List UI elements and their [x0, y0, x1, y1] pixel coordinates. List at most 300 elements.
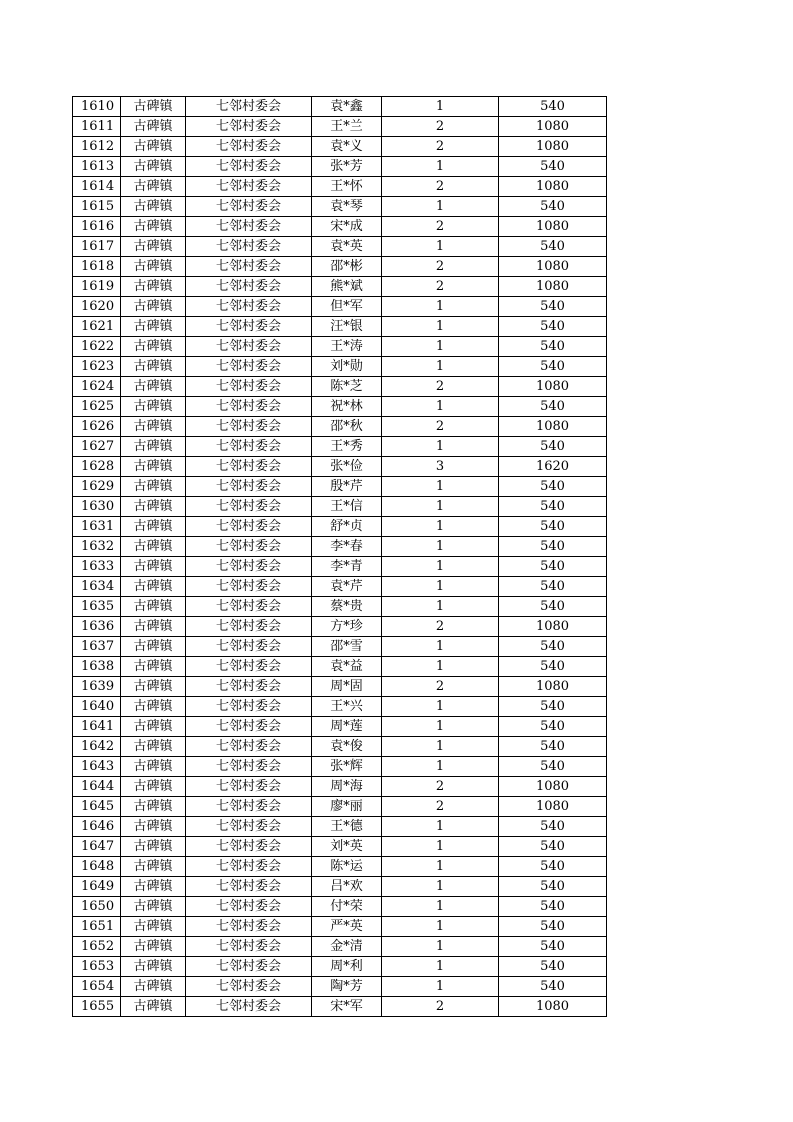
row-number-cell: 1645: [73, 797, 121, 817]
village-committee-cell: 七邻村委会: [186, 437, 312, 457]
town-cell: 古碑镇: [121, 177, 186, 197]
name-cell: 殷*芹: [312, 477, 382, 497]
table-row: [73, 897, 607, 917]
row-number-cell: 1632: [73, 537, 121, 557]
name-cell: 周*固: [312, 677, 382, 697]
amount-cell: 540: [499, 477, 607, 497]
village-committee-cell: 七邻村委会: [186, 637, 312, 657]
table-row: [73, 277, 607, 297]
town-cell: 古碑镇: [121, 817, 186, 837]
name-cell: 张*辉: [312, 757, 382, 777]
village-committee-cell: 七邻村委会: [186, 617, 312, 637]
name-cell: 袁*琴: [312, 197, 382, 217]
table-row: [73, 437, 607, 457]
table-row: [73, 557, 607, 577]
row-number-cell: 1623: [73, 357, 121, 377]
row-number-cell: 1626: [73, 417, 121, 437]
row-number-cell: 1619: [73, 277, 121, 297]
name-cell: 袁*鑫: [312, 97, 382, 117]
amount-cell: 1080: [499, 177, 607, 197]
town-cell: 古碑镇: [121, 997, 186, 1017]
village-committee-cell: 七邻村委会: [186, 717, 312, 737]
amount-cell: 1080: [499, 137, 607, 157]
town-cell: 古碑镇: [121, 597, 186, 617]
count-cell: 1: [382, 877, 499, 897]
town-cell: 古碑镇: [121, 557, 186, 577]
name-cell: 王*涛: [312, 337, 382, 357]
table-row: [73, 537, 607, 557]
village-committee-cell: 七邻村委会: [186, 937, 312, 957]
village-committee-cell: 七邻村委会: [186, 117, 312, 137]
name-cell: 袁*俊: [312, 737, 382, 757]
amount-cell: 540: [499, 557, 607, 577]
village-committee-cell: 七邻村委会: [186, 417, 312, 437]
town-cell: 古碑镇: [121, 657, 186, 677]
row-number-cell: 1630: [73, 497, 121, 517]
name-cell: 吕*欢: [312, 877, 382, 897]
town-cell: 古碑镇: [121, 277, 186, 297]
village-committee-cell: 七邻村委会: [186, 877, 312, 897]
row-number-cell: 1651: [73, 917, 121, 937]
row-number-cell: 1629: [73, 477, 121, 497]
row-number-cell: 1639: [73, 677, 121, 697]
amount-cell: 540: [499, 757, 607, 777]
table-row: [73, 297, 607, 317]
row-number-cell: 1610: [73, 97, 121, 117]
village-committee-cell: 七邻村委会: [186, 357, 312, 377]
name-cell: 刘*勋: [312, 357, 382, 377]
village-committee-cell: 七邻村委会: [186, 157, 312, 177]
name-cell: 严*英: [312, 917, 382, 937]
count-cell: 2: [382, 997, 499, 1017]
name-cell: 李*青: [312, 557, 382, 577]
row-number-cell: 1653: [73, 957, 121, 977]
name-cell: 宋*成: [312, 217, 382, 237]
amount-cell: 540: [499, 697, 607, 717]
count-cell: 2: [382, 797, 499, 817]
table-row: [73, 577, 607, 597]
name-cell: 王*怀: [312, 177, 382, 197]
village-committee-cell: 七邻村委会: [186, 377, 312, 397]
count-cell: 1: [382, 957, 499, 977]
town-cell: 古碑镇: [121, 517, 186, 537]
town-cell: 古碑镇: [121, 377, 186, 397]
amount-cell: 1080: [499, 257, 607, 277]
row-number-cell: 1621: [73, 317, 121, 337]
table-row: [73, 237, 607, 257]
town-cell: 古碑镇: [121, 197, 186, 217]
town-cell: 古碑镇: [121, 677, 186, 697]
amount-cell: 540: [499, 577, 607, 597]
count-cell: 2: [382, 257, 499, 277]
table-row: [73, 817, 607, 837]
town-cell: 古碑镇: [121, 397, 186, 417]
count-cell: 1: [382, 857, 499, 877]
village-committee-cell: 七邻村委会: [186, 777, 312, 797]
count-cell: 1: [382, 517, 499, 537]
town-cell: 古碑镇: [121, 537, 186, 557]
name-cell: 邵*彬: [312, 257, 382, 277]
count-cell: 1: [382, 97, 499, 117]
count-cell: 1: [382, 717, 499, 737]
village-committee-cell: 七邻村委会: [186, 557, 312, 577]
table-row: [73, 517, 607, 537]
town-cell: 古碑镇: [121, 777, 186, 797]
town-cell: 古碑镇: [121, 737, 186, 757]
town-cell: 古碑镇: [121, 317, 186, 337]
amount-cell: 540: [499, 197, 607, 217]
name-cell: 袁*益: [312, 657, 382, 677]
table-body: [73, 97, 607, 1017]
name-cell: 邵*秋: [312, 417, 382, 437]
village-committee-cell: 七邻村委会: [186, 857, 312, 877]
town-cell: 古碑镇: [121, 237, 186, 257]
village-committee-cell: 七邻村委会: [186, 757, 312, 777]
village-committee-cell: 七邻村委会: [186, 277, 312, 297]
data-table: [72, 96, 607, 1017]
table-row: [73, 797, 607, 817]
amount-cell: 1080: [499, 797, 607, 817]
count-cell: 1: [382, 337, 499, 357]
village-committee-cell: 七邻村委会: [186, 977, 312, 997]
table-row: [73, 777, 607, 797]
name-cell: 舒*贞: [312, 517, 382, 537]
row-number-cell: 1616: [73, 217, 121, 237]
count-cell: 1: [382, 637, 499, 657]
table-row: [73, 317, 607, 337]
town-cell: 古碑镇: [121, 837, 186, 857]
amount-cell: 1080: [499, 617, 607, 637]
amount-cell: 540: [499, 637, 607, 657]
amount-cell: 540: [499, 157, 607, 177]
table-row: [73, 857, 607, 877]
name-cell: 李*春: [312, 537, 382, 557]
name-cell: 廖*丽: [312, 797, 382, 817]
amount-cell: 540: [499, 897, 607, 917]
table-row: [73, 937, 607, 957]
town-cell: 古碑镇: [121, 957, 186, 977]
village-committee-cell: 七邻村委会: [186, 597, 312, 617]
amount-cell: 540: [499, 97, 607, 117]
count-cell: 2: [382, 377, 499, 397]
count-cell: 1: [382, 157, 499, 177]
village-committee-cell: 七邻村委会: [186, 577, 312, 597]
row-number-cell: 1638: [73, 657, 121, 677]
village-committee-cell: 七邻村委会: [186, 457, 312, 477]
amount-cell: 540: [499, 357, 607, 377]
row-number-cell: 1612: [73, 137, 121, 157]
town-cell: 古碑镇: [121, 697, 186, 717]
table-row: [73, 157, 607, 177]
row-number-cell: 1615: [73, 197, 121, 217]
table-row: [73, 837, 607, 857]
count-cell: 1: [382, 197, 499, 217]
town-cell: 古碑镇: [121, 137, 186, 157]
count-cell: 1: [382, 297, 499, 317]
amount-cell: 540: [499, 837, 607, 857]
name-cell: 邵*雪: [312, 637, 382, 657]
town-cell: 古碑镇: [121, 257, 186, 277]
amount-cell: 540: [499, 737, 607, 757]
town-cell: 古碑镇: [121, 97, 186, 117]
name-cell: 祝*林: [312, 397, 382, 417]
village-committee-cell: 七邻村委会: [186, 497, 312, 517]
count-cell: 1: [382, 757, 499, 777]
name-cell: 金*清: [312, 937, 382, 957]
amount-cell: 540: [499, 497, 607, 517]
village-committee-cell: 七邻村委会: [186, 997, 312, 1017]
row-number-cell: 1631: [73, 517, 121, 537]
count-cell: 1: [382, 917, 499, 937]
amount-cell: 540: [499, 437, 607, 457]
row-number-cell: 1652: [73, 937, 121, 957]
name-cell: 陶*芳: [312, 977, 382, 997]
town-cell: 古碑镇: [121, 357, 186, 377]
town-cell: 古碑镇: [121, 457, 186, 477]
table-row: [73, 197, 607, 217]
town-cell: 古碑镇: [121, 577, 186, 597]
town-cell: 古碑镇: [121, 337, 186, 357]
town-cell: 古碑镇: [121, 917, 186, 937]
town-cell: 古碑镇: [121, 437, 186, 457]
row-number-cell: 1640: [73, 697, 121, 717]
name-cell: 张*芳: [312, 157, 382, 177]
table-row: [73, 497, 607, 517]
count-cell: 2: [382, 777, 499, 797]
table-row: [73, 957, 607, 977]
amount-cell: 540: [499, 297, 607, 317]
count-cell: 2: [382, 677, 499, 697]
town-cell: 古碑镇: [121, 877, 186, 897]
village-committee-cell: 七邻村委会: [186, 97, 312, 117]
town-cell: 古碑镇: [121, 717, 186, 737]
village-committee-cell: 七邻村委会: [186, 317, 312, 337]
name-cell: 张*俭: [312, 457, 382, 477]
amount-cell: 540: [499, 977, 607, 997]
table-row: [73, 617, 607, 637]
table-row: [73, 917, 607, 937]
row-number-cell: 1641: [73, 717, 121, 737]
name-cell: 蔡*贵: [312, 597, 382, 617]
village-committee-cell: 七邻村委会: [186, 837, 312, 857]
table-row: [73, 257, 607, 277]
count-cell: 1: [382, 817, 499, 837]
row-number-cell: 1634: [73, 577, 121, 597]
row-number-cell: 1649: [73, 877, 121, 897]
amount-cell: 540: [499, 817, 607, 837]
row-number-cell: 1647: [73, 837, 121, 857]
name-cell: 刘*英: [312, 837, 382, 857]
village-committee-cell: 七邻村委会: [186, 517, 312, 537]
amount-cell: 540: [499, 717, 607, 737]
count-cell: 1: [382, 897, 499, 917]
town-cell: 古碑镇: [121, 157, 186, 177]
row-number-cell: 1654: [73, 977, 121, 997]
village-committee-cell: 七邻村委会: [186, 917, 312, 937]
village-committee-cell: 七邻村委会: [186, 657, 312, 677]
row-number-cell: 1642: [73, 737, 121, 757]
row-number-cell: 1648: [73, 857, 121, 877]
count-cell: 1: [382, 497, 499, 517]
count-cell: 2: [382, 217, 499, 237]
count-cell: 1: [382, 697, 499, 717]
village-committee-cell: 七邻村委会: [186, 137, 312, 157]
amount-cell: 540: [499, 877, 607, 897]
amount-cell: 1620: [499, 457, 607, 477]
village-committee-cell: 七邻村委会: [186, 237, 312, 257]
row-number-cell: 1617: [73, 237, 121, 257]
name-cell: 袁*芹: [312, 577, 382, 597]
row-number-cell: 1646: [73, 817, 121, 837]
count-cell: 1: [382, 597, 499, 617]
amount-cell: 540: [499, 597, 607, 617]
row-number-cell: 1618: [73, 257, 121, 277]
name-cell: 付*荣: [312, 897, 382, 917]
count-cell: 1: [382, 737, 499, 757]
town-cell: 古碑镇: [121, 637, 186, 657]
village-committee-cell: 七邻村委会: [186, 897, 312, 917]
row-number-cell: 1622: [73, 337, 121, 357]
count-cell: 1: [382, 577, 499, 597]
town-cell: 古碑镇: [121, 757, 186, 777]
count-cell: 1: [382, 317, 499, 337]
row-number-cell: 1628: [73, 457, 121, 477]
name-cell: 袁*义: [312, 137, 382, 157]
count-cell: 1: [382, 437, 499, 457]
table-row: [73, 337, 607, 357]
amount-cell: 540: [499, 397, 607, 417]
table-row: [73, 657, 607, 677]
amount-cell: 540: [499, 237, 607, 257]
town-cell: 古碑镇: [121, 117, 186, 137]
row-number-cell: 1636: [73, 617, 121, 637]
town-cell: 古碑镇: [121, 217, 186, 237]
count-cell: 1: [382, 837, 499, 857]
table-row: [73, 737, 607, 757]
amount-cell: 540: [499, 957, 607, 977]
count-cell: 2: [382, 277, 499, 297]
count-cell: 1: [382, 657, 499, 677]
village-committee-cell: 七邻村委会: [186, 477, 312, 497]
table-row: [73, 977, 607, 997]
village-committee-cell: 七邻村委会: [186, 817, 312, 837]
count-cell: 2: [382, 137, 499, 157]
town-cell: 古碑镇: [121, 417, 186, 437]
amount-cell: 1080: [499, 677, 607, 697]
name-cell: 周*利: [312, 957, 382, 977]
amount-cell: 1080: [499, 117, 607, 137]
table-row: [73, 137, 607, 157]
table-row: [73, 997, 607, 1017]
table-row: [73, 597, 607, 617]
row-number-cell: 1655: [73, 997, 121, 1017]
name-cell: 周*莲: [312, 717, 382, 737]
row-number-cell: 1650: [73, 897, 121, 917]
count-cell: 1: [382, 537, 499, 557]
amount-cell: 1080: [499, 417, 607, 437]
name-cell: 方*珍: [312, 617, 382, 637]
row-number-cell: 1635: [73, 597, 121, 617]
table-row: [73, 717, 607, 737]
name-cell: 王*秀: [312, 437, 382, 457]
count-cell: 2: [382, 117, 499, 137]
row-number-cell: 1637: [73, 637, 121, 657]
amount-cell: 1080: [499, 277, 607, 297]
amount-cell: 540: [499, 517, 607, 537]
name-cell: 周*海: [312, 777, 382, 797]
town-cell: 古碑镇: [121, 797, 186, 817]
name-cell: 宋*军: [312, 997, 382, 1017]
town-cell: 古碑镇: [121, 617, 186, 637]
name-cell: 王*兴: [312, 697, 382, 717]
town-cell: 古碑镇: [121, 977, 186, 997]
count-cell: 1: [382, 937, 499, 957]
village-committee-cell: 七邻村委会: [186, 337, 312, 357]
name-cell: 汪*银: [312, 317, 382, 337]
town-cell: 古碑镇: [121, 857, 186, 877]
town-cell: 古碑镇: [121, 937, 186, 957]
table-row: [73, 397, 607, 417]
row-number-cell: 1613: [73, 157, 121, 177]
count-cell: 1: [382, 477, 499, 497]
town-cell: 古碑镇: [121, 297, 186, 317]
name-cell: 王*德: [312, 817, 382, 837]
name-cell: 王*兰: [312, 117, 382, 137]
village-committee-cell: 七邻村委会: [186, 537, 312, 557]
row-number-cell: 1625: [73, 397, 121, 417]
amount-cell: 1080: [499, 217, 607, 237]
row-number-cell: 1643: [73, 757, 121, 777]
amount-cell: 1080: [499, 377, 607, 397]
table-row: [73, 877, 607, 897]
table-row: [73, 457, 607, 477]
amount-cell: 1080: [499, 777, 607, 797]
count-cell: 1: [382, 557, 499, 577]
row-number-cell: 1633: [73, 557, 121, 577]
name-cell: 陈*芝: [312, 377, 382, 397]
count-cell: 2: [382, 417, 499, 437]
amount-cell: 540: [499, 937, 607, 957]
amount-cell: 1080: [499, 997, 607, 1017]
table-row: [73, 417, 607, 437]
village-committee-cell: 七邻村委会: [186, 797, 312, 817]
name-cell: 熊*斌: [312, 277, 382, 297]
village-committee-cell: 七邻村委会: [186, 257, 312, 277]
table-row: [73, 177, 607, 197]
count-cell: 1: [382, 977, 499, 997]
table-row: [73, 697, 607, 717]
name-cell: 陈*运: [312, 857, 382, 877]
count-cell: 3: [382, 457, 499, 477]
row-number-cell: 1644: [73, 777, 121, 797]
village-committee-cell: 七邻村委会: [186, 397, 312, 417]
table-row: [73, 377, 607, 397]
row-number-cell: 1611: [73, 117, 121, 137]
count-cell: 1: [382, 397, 499, 417]
table-row: [73, 477, 607, 497]
village-committee-cell: 七邻村委会: [186, 177, 312, 197]
count-cell: 2: [382, 617, 499, 637]
town-cell: 古碑镇: [121, 497, 186, 517]
row-number-cell: 1627: [73, 437, 121, 457]
town-cell: 古碑镇: [121, 897, 186, 917]
table-row: [73, 97, 607, 117]
count-cell: 2: [382, 177, 499, 197]
town-cell: 古碑镇: [121, 477, 186, 497]
amount-cell: 540: [499, 917, 607, 937]
name-cell: 王*信: [312, 497, 382, 517]
table-row: [73, 757, 607, 777]
